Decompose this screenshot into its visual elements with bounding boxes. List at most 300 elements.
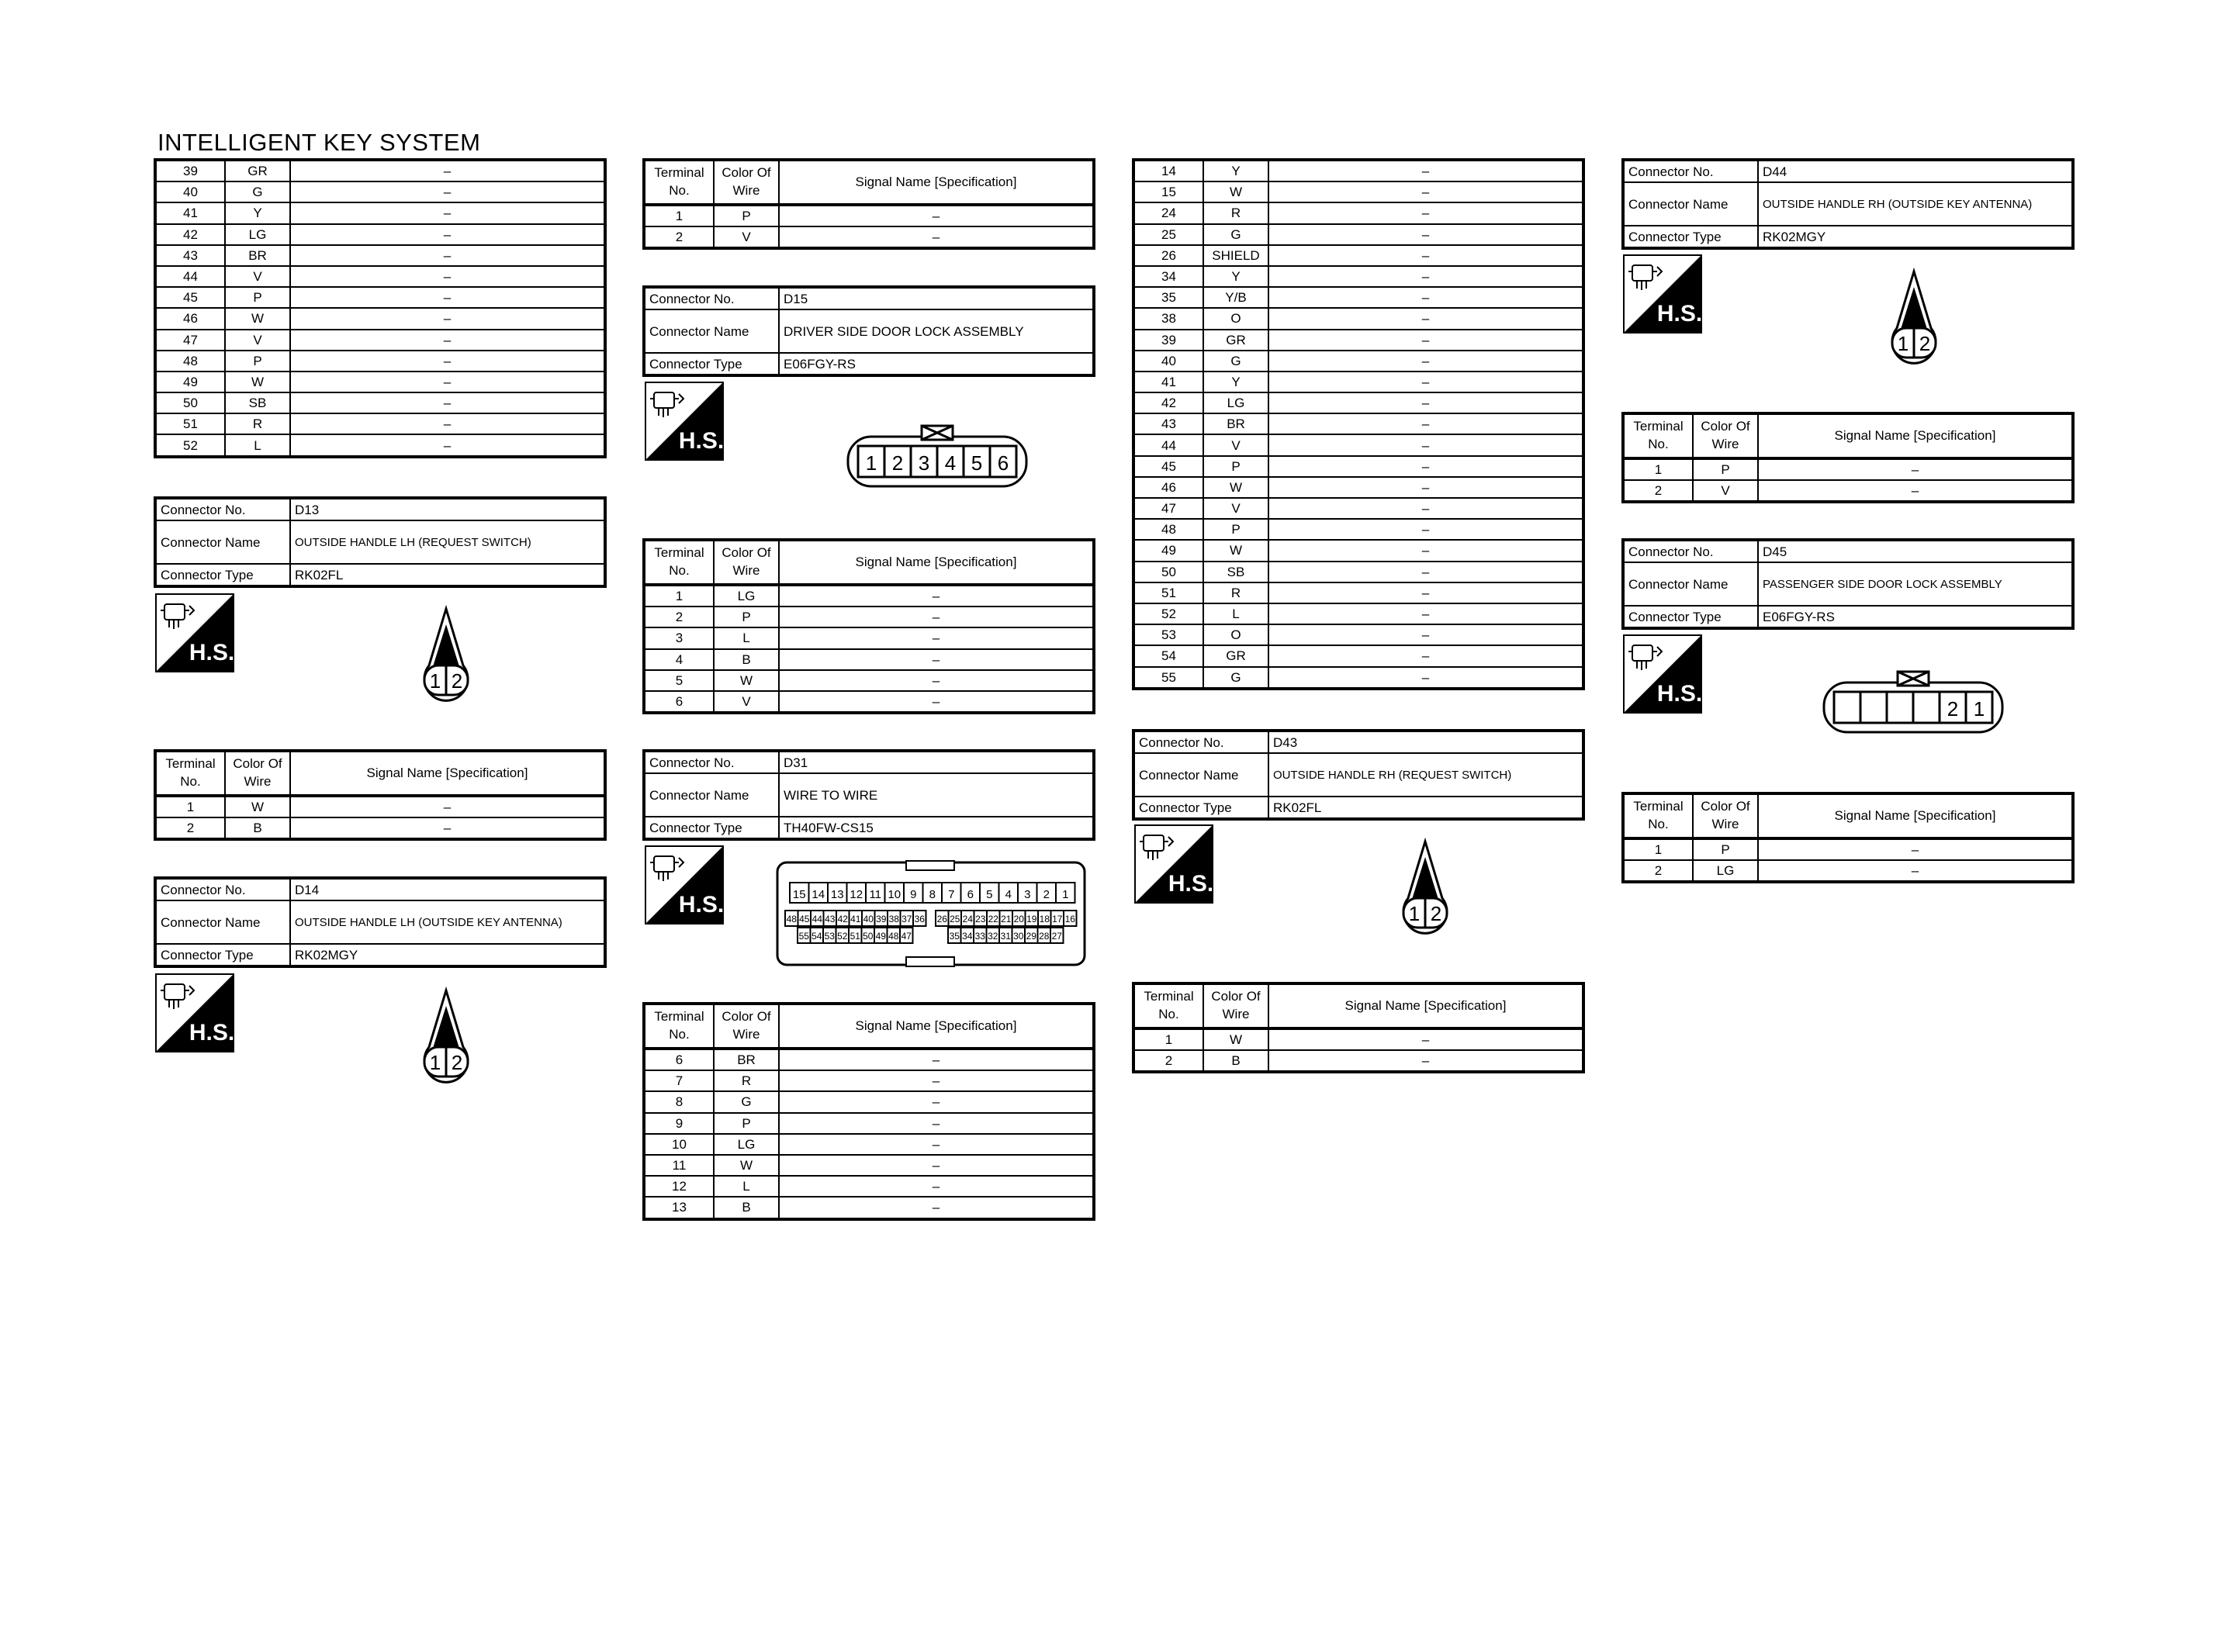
table-row [1133, 266, 1583, 287]
wire-color: Y/B [1203, 287, 1268, 308]
pin-label: 1 [429, 1051, 441, 1074]
signal-name: – [779, 1049, 1094, 1070]
pin-label: 51 [850, 931, 860, 942]
wire-color: P [714, 607, 779, 627]
table-row [1133, 603, 1583, 624]
signal-name-header: Signal Name [Specification] [290, 751, 605, 796]
terminal-no-header: Terminal No. [1623, 413, 1693, 458]
wire-color: GR [1203, 645, 1268, 666]
pin-label: 28 [1039, 931, 1050, 942]
pin-label: 44 [812, 914, 822, 924]
table-row [644, 1049, 1094, 1070]
terminal-no: 47 [1133, 498, 1203, 519]
table-row [1133, 372, 1583, 392]
signal-name: – [779, 670, 1094, 691]
signal-name: – [1268, 562, 1583, 582]
terminal-no: 44 [1133, 434, 1203, 455]
wire-color: SHIELD [1203, 245, 1268, 266]
table-row [1623, 458, 2073, 480]
connector-no-value: D45 [1758, 540, 2073, 562]
connector-info-table [1621, 538, 2075, 630]
table-row [155, 351, 605, 372]
color-of-wire-header: Color Of Wire [1693, 793, 1758, 838]
wire-color: V [714, 691, 779, 713]
table-row [155, 160, 605, 181]
connector-type-label: Connector Type [155, 944, 290, 966]
pin-label: 40 [863, 914, 874, 924]
signal-name: – [1268, 372, 1583, 392]
table-row [1133, 181, 1583, 202]
connector-d31-info [642, 749, 1095, 841]
color-of-wire-header: Color Of Wire [714, 540, 779, 585]
terminal-no: 1 [644, 585, 714, 607]
wire-color: P [1203, 456, 1268, 477]
terminal-no: 45 [155, 287, 225, 308]
signal-name: – [1268, 181, 1583, 202]
hs-label: H.S. [678, 428, 724, 454]
terminal-no: 41 [1133, 372, 1203, 392]
wire-color: P [714, 1113, 779, 1134]
terminal-no: 43 [1133, 413, 1203, 434]
connector-no-label: Connector No. [644, 287, 779, 309]
terminal-no: 2 [155, 817, 225, 839]
connector-name-label: Connector Name [644, 309, 779, 353]
connector-no-value: D14 [290, 878, 605, 900]
pin-label: 5 [971, 451, 983, 475]
table-row [1133, 562, 1583, 582]
pin-label: 29 [1026, 931, 1036, 942]
signal-name: – [779, 1197, 1094, 1218]
signal-name: – [779, 1070, 1094, 1091]
terminal-table [1132, 982, 1585, 1073]
terminal-no: 42 [155, 224, 225, 245]
wire-color: R [225, 413, 290, 434]
wire-color: V [225, 330, 290, 351]
pin-label: 3 [1024, 888, 1031, 901]
connector-name-row [1133, 753, 1583, 797]
connector-type-row [1623, 606, 2073, 628]
terminal-no: 52 [155, 434, 225, 456]
harness-side-icon [1623, 254, 1702, 334]
pin-label: 36 [914, 914, 925, 924]
terminal-no: 42 [1133, 392, 1203, 413]
wire-color: GR [225, 160, 290, 181]
terminal-no: 50 [155, 392, 225, 413]
connector-no-label: Connector No. [1623, 160, 1758, 182]
signal-name: – [1268, 224, 1583, 245]
pin-label: 1 [865, 451, 877, 475]
pin-label: 4 [944, 451, 957, 475]
terminal-table [1132, 158, 1585, 690]
pin-label: 2 [1043, 888, 1050, 901]
signal-name-header: Signal Name [Specification] [779, 540, 1094, 585]
pin-label: 8 [929, 888, 936, 901]
connector-d15-info [642, 285, 1095, 377]
connector-d43-info [1132, 729, 1585, 821]
table-row [1133, 308, 1583, 329]
wire-color: SB [225, 392, 290, 413]
pin-label: 32 [988, 931, 998, 942]
signal-name: – [1268, 413, 1583, 434]
terminal-no: 51 [1133, 582, 1203, 603]
terminal-table-d31-continued [1132, 158, 1585, 690]
signal-name: – [1268, 1050, 1583, 1072]
pin-label: 2 [1430, 902, 1442, 925]
pin-label: 18 [1039, 914, 1050, 924]
table-row [1133, 224, 1583, 245]
signal-name: – [1268, 1028, 1583, 1050]
connector-name-row [155, 520, 605, 564]
terminal-no: 52 [1133, 603, 1203, 624]
signal-name: – [1758, 860, 2073, 882]
table-row [155, 330, 605, 351]
connector-no-label: Connector No. [644, 751, 779, 773]
terminal-no: 14 [1133, 160, 1203, 181]
hs-label: H.S. [189, 1020, 234, 1045]
terminal-no: 40 [1133, 351, 1203, 372]
terminal-no-header: Terminal No. [155, 751, 225, 796]
terminal-table-top [642, 158, 1095, 250]
table-row [1133, 667, 1583, 689]
connector-info-table [154, 876, 607, 968]
signal-name-header: Signal Name [Specification] [779, 160, 1094, 205]
signal-name: – [290, 308, 605, 329]
harness-side-icon [155, 593, 234, 672]
pin-label: 50 [863, 931, 874, 942]
signal-name: – [1268, 603, 1583, 624]
connector-name-label: Connector Name [155, 520, 290, 564]
table-row [1133, 245, 1583, 266]
table-row [1133, 413, 1583, 434]
pin-label: 48 [786, 914, 797, 924]
pin-label: 2 [891, 451, 904, 475]
terminal-table-d31 [642, 1002, 1095, 1221]
wire-color: B [714, 649, 779, 670]
signal-name: – [779, 205, 1094, 226]
pin-label: 22 [988, 914, 998, 924]
table-row [1133, 519, 1583, 540]
pin-label: 38 [888, 914, 899, 924]
table-header-row [1133, 983, 1583, 1028]
wire-color: P [225, 287, 290, 308]
pin-label: 19 [1026, 914, 1037, 924]
connector-d45-info [1621, 538, 2075, 630]
terminal-no: 7 [644, 1070, 714, 1091]
signal-name: – [779, 1091, 1094, 1112]
table-row [644, 1070, 1094, 1091]
wire-color: G [1203, 667, 1268, 689]
hs-label: H.S. [189, 640, 234, 665]
signal-name: – [779, 627, 1094, 648]
connector-type-value: RK02FL [1268, 797, 1583, 819]
signal-name: – [290, 796, 605, 817]
signal-name: – [1268, 540, 1583, 561]
table-row [1133, 624, 1583, 645]
wire-color: W [225, 308, 290, 329]
wire-color: P [1203, 519, 1268, 540]
table-row [644, 670, 1094, 691]
connector-no-row [155, 498, 605, 520]
pin-label: 13 [830, 888, 844, 901]
terminal-no-header: Terminal No. [644, 1004, 714, 1049]
table-row [1133, 330, 1583, 351]
connector-info-table [1621, 158, 2075, 250]
wire-color: B [225, 817, 290, 839]
wire-color: LG [714, 1134, 779, 1155]
signal-name: – [1268, 266, 1583, 287]
pin-label: 7 [948, 888, 955, 901]
connector-name-value: OUTSIDE HANDLE RH (OUTSIDE KEY ANTENNA) [1758, 182, 2073, 226]
connector-type-label: Connector Type [1623, 606, 1758, 628]
connector-no-label: Connector No. [1133, 731, 1268, 753]
table-row [155, 796, 605, 817]
pin-label: 5 [986, 888, 993, 901]
connector-type-value: E06FGY-RS [1758, 606, 2073, 628]
signal-name: – [290, 817, 605, 839]
connector-no-value: D31 [779, 751, 1094, 773]
signal-name: – [779, 1134, 1094, 1155]
connector-name-value: WIRE TO WIRE [779, 773, 1094, 817]
connector-d44-info [1621, 158, 2075, 250]
table-header-row [1623, 793, 2073, 838]
terminal-no: 34 [1133, 266, 1203, 287]
connector-type-label: Connector Type [155, 564, 290, 586]
signal-name-header: Signal Name [Specification] [1758, 413, 2073, 458]
connector-no-value: D43 [1268, 731, 1583, 753]
table-row [644, 1197, 1094, 1218]
table-row [155, 372, 605, 392]
wire-color: V [1693, 480, 1758, 502]
pin-label: 45 [799, 914, 810, 924]
table-row [644, 607, 1094, 627]
connector-name-label: Connector Name [1623, 562, 1758, 606]
terminal-table [1621, 792, 2075, 883]
wire-color: Y [225, 202, 290, 223]
wire-color: BR [225, 245, 290, 266]
connector-no-value: D15 [779, 287, 1094, 309]
harness-side-icon [645, 382, 724, 461]
connector-no-value: D44 [1758, 160, 2073, 182]
pin-label: 6 [997, 451, 1009, 475]
terminal-no: 35 [1133, 287, 1203, 308]
terminal-table-d44 [1621, 412, 2075, 503]
harness-side-icon [1134, 824, 1213, 904]
terminal-no: 1 [1133, 1028, 1203, 1050]
table-header-row [155, 751, 605, 796]
pin-label: 52 [837, 931, 848, 942]
color-of-wire-header: Color Of Wire [1693, 413, 1758, 458]
connector-no-label: Connector No. [155, 498, 290, 520]
terminal-no: 11 [644, 1155, 714, 1176]
pin-label: 4 [1005, 888, 1012, 901]
table-row [155, 266, 605, 287]
pin-label: 37 [901, 914, 912, 924]
table-row [644, 627, 1094, 648]
color-of-wire-header: Color Of Wire [225, 751, 290, 796]
wire-color: W [714, 670, 779, 691]
terminal-no: 45 [1133, 456, 1203, 477]
pin-label: 12 [850, 888, 863, 901]
terminal-table [154, 749, 607, 841]
wire-color: BR [1203, 413, 1268, 434]
wire-color: P [714, 205, 779, 226]
wire-color: L [714, 1176, 779, 1197]
pin-label: 1 [1897, 332, 1909, 355]
signal-name: – [290, 160, 605, 181]
table-row [1133, 202, 1583, 223]
terminal-table-d45 [1621, 792, 2075, 883]
connector-type-row [155, 564, 605, 586]
terminal-table [642, 158, 1095, 250]
wire-color: V [1203, 498, 1268, 519]
color-of-wire-header: Color Of Wire [714, 1004, 779, 1049]
terminal-no: 38 [1133, 308, 1203, 329]
terminal-no: 47 [155, 330, 225, 351]
pin-label: 48 [888, 931, 899, 942]
table-row [644, 1155, 1094, 1176]
signal-name: – [1268, 582, 1583, 603]
terminal-no: 1 [155, 796, 225, 817]
hs-label: H.S. [1656, 681, 1702, 707]
signal-name: – [290, 181, 605, 202]
connector-type-value: E06FGY-RS [779, 353, 1094, 375]
pin-label: 23 [975, 914, 986, 924]
table-row [155, 413, 605, 434]
wire-color: Y [1203, 266, 1268, 287]
terminal-no: 8 [644, 1091, 714, 1112]
pin-label: 43 [825, 914, 836, 924]
wire-color: O [1203, 624, 1268, 645]
table-row [1133, 392, 1583, 413]
pin-label: 9 [910, 888, 917, 901]
connector-no-row [1133, 731, 1583, 753]
wire-color: B [1203, 1050, 1268, 1072]
terminal-no: 40 [155, 181, 225, 202]
pin-label: 20 [1013, 914, 1024, 924]
pin-label: 11 [869, 888, 882, 901]
page-title: INTELLIGENT KEY SYSTEM [157, 129, 481, 156]
terminal-no: 2 [1133, 1050, 1203, 1072]
terminal-no: 39 [155, 160, 225, 181]
connector-name-value: PASSENGER SIDE DOOR LOCK ASSEMBLY [1758, 562, 2073, 606]
signal-name: – [290, 330, 605, 351]
table-header-row [644, 1004, 1094, 1049]
terminal-no: 2 [644, 607, 714, 627]
connector-name-row [644, 773, 1094, 817]
wire-color: L [225, 434, 290, 456]
table-row [644, 691, 1094, 713]
table-row [1623, 838, 2073, 860]
signal-name: – [290, 202, 605, 223]
signal-name: – [290, 372, 605, 392]
signal-name: – [1268, 498, 1583, 519]
pin-label: 33 [974, 931, 985, 942]
table-row [1623, 860, 2073, 882]
connector-name-value: OUTSIDE HANDLE RH (REQUEST SWITCH) [1268, 753, 1583, 797]
connector-name-row [1623, 182, 2073, 226]
terminal-no: 6 [644, 1049, 714, 1070]
pin-label: 30 [1013, 931, 1024, 942]
terminal-no: 48 [1133, 519, 1203, 540]
wire-color: Y [1203, 160, 1268, 181]
table-row [1133, 351, 1583, 372]
connector-d14-info [154, 876, 607, 968]
signal-name-header: Signal Name [Specification] [1268, 983, 1583, 1028]
signal-name: – [290, 287, 605, 308]
table-row [155, 434, 605, 456]
signal-name: – [779, 649, 1094, 670]
table-row [155, 202, 605, 223]
connector-type-row [1133, 797, 1583, 819]
signal-name: – [290, 413, 605, 434]
pin-label: 53 [824, 931, 835, 942]
connector-name-label: Connector Name [1623, 182, 1758, 226]
pin-label: 34 [962, 931, 973, 942]
terminal-table [1621, 412, 2075, 503]
terminal-no: 6 [644, 691, 714, 713]
pin-label: 2 [1947, 697, 1959, 721]
hs-label: H.S. [678, 892, 724, 918]
connector-d13-info [154, 496, 607, 588]
wire-color: LG [1693, 860, 1758, 882]
terminal-no: 54 [1133, 645, 1203, 666]
table-row [1133, 160, 1583, 181]
harness-side-icon [1623, 634, 1702, 714]
terminal-no: 53 [1133, 624, 1203, 645]
wire-color: G [1203, 224, 1268, 245]
wire-color: W [714, 1155, 779, 1176]
terminal-no: 50 [1133, 562, 1203, 582]
pin-label: 2 [451, 1051, 463, 1074]
table-row [1133, 477, 1583, 498]
connector-type-value: RK02MGY [1758, 226, 2073, 248]
wire-color: LG [225, 224, 290, 245]
connector-type-label: Connector Type [1133, 797, 1268, 819]
connector-name-value: OUTSIDE HANDLE LH (OUTSIDE KEY ANTENNA) [290, 900, 605, 944]
signal-name: – [1268, 351, 1583, 372]
table-row [644, 205, 1094, 226]
pin-label: 54 [812, 931, 822, 942]
pin-label: 42 [837, 914, 848, 924]
pin-label: 1 [1408, 902, 1421, 925]
connector-no-label: Connector No. [155, 878, 290, 900]
pin-label: 41 [850, 914, 861, 924]
table-row [1133, 1028, 1583, 1050]
signal-name: – [290, 245, 605, 266]
terminal-no: 1 [1623, 838, 1693, 860]
table-row [644, 585, 1094, 607]
signal-name: – [779, 1176, 1094, 1197]
table-row [155, 245, 605, 266]
terminal-no: 10 [644, 1134, 714, 1155]
connector-type-label: Connector Type [644, 353, 779, 375]
terminal-no: 5 [644, 670, 714, 691]
terminal-no: 51 [155, 413, 225, 434]
wire-color: G [1203, 351, 1268, 372]
signal-name: – [1268, 667, 1583, 689]
connector-name-label: Connector Name [155, 900, 290, 944]
terminal-no-header: Terminal No. [644, 160, 714, 205]
terminal-no: 13 [644, 1197, 714, 1218]
wire-color: V [1203, 434, 1268, 455]
wire-color: W [1203, 477, 1268, 498]
wire-color: R [1203, 582, 1268, 603]
table-row [1133, 456, 1583, 477]
terminal-no: 48 [155, 351, 225, 372]
terminal-no: 1 [644, 205, 714, 226]
table-header-row [1623, 413, 2073, 458]
terminal-table [642, 1002, 1095, 1221]
